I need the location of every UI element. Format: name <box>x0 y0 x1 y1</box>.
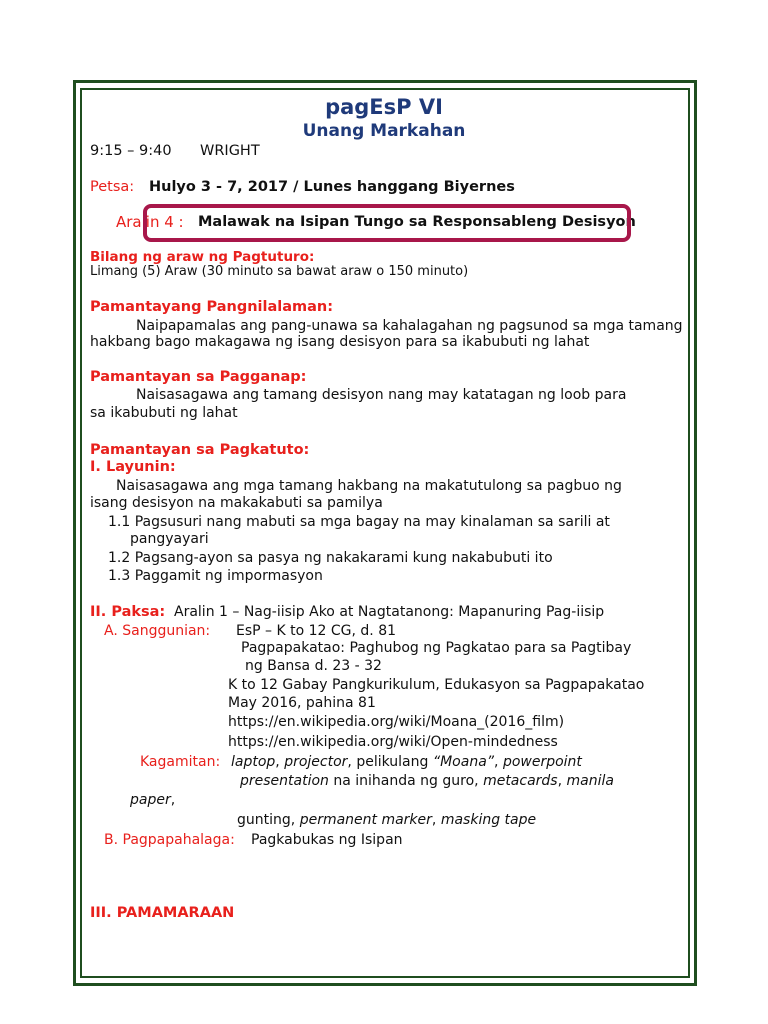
kagamitan-projector: projector <box>284 754 348 770</box>
pagkatuto-heading: Pamantayan sa Pagkatuto: <box>90 442 310 458</box>
layunin-line-2: isang desisyon na makakabuti sa pamilya <box>90 495 383 511</box>
pagganap-heading: Pamantayan sa Pagganap: <box>90 369 307 385</box>
pamamaraan-heading: III. PAMAMARAAN <box>90 905 235 921</box>
class-section: WRIGHT <box>200 143 260 159</box>
kagamitan-laptop: laptop <box>231 754 276 770</box>
layunin-item-1-1: 1.1 Pagsusuri nang mabuti sa mga bagay na may kinalaman sa sarili at <box>108 514 610 530</box>
kagamitan-manila: manila <box>566 773 614 789</box>
kagamitan-label: Kagamitan: <box>140 754 221 770</box>
sanggunian-line-4: K to 12 Gabay Pangkurikulum, Edukasyon sa Pagpapakatao <box>228 677 645 693</box>
layunin-item-1-1-cont: pangyayari <box>130 531 209 547</box>
kagamitan-pelikulang: pelikulang <box>356 754 429 770</box>
kagamitan-powerpoint: powerpoint <box>502 754 582 770</box>
petsa-value: Hulyo 3 - 7, 2017 / Lunes hanggang Biyernes <box>149 179 515 195</box>
kagamitan-line-2: presentation na inihanda ng guro, metacards, manila <box>240 773 614 789</box>
kagamitan-line-3: paper, <box>130 792 176 808</box>
sanggunian-line-3: ng Bansa d. 23 - 32 <box>245 658 382 674</box>
pangnilalaman-heading: Pamantayang Pangnilalaman: <box>90 299 334 315</box>
aralin-title: Malawak na Isipan Tungo sa Responsableng Desisyon <box>198 214 636 230</box>
sanggunian-link-moana: https://en.wikipedia.org/wiki/Moana_(2016_film) <box>228 714 565 730</box>
page-title: pagEsP VI <box>325 95 443 119</box>
kagamitan-moana: “Moana” <box>432 754 495 770</box>
pangnilalaman-line-2: hakbang bago makagawa ng isang desisyon para sa ikabubuti ng lahat <box>90 334 590 350</box>
layunin-item-1-3: 1.3 Paggamit ng impormasyon <box>108 568 323 584</box>
sanggunian-line-5: May 2016, pahina 81 <box>228 695 376 711</box>
bilang-text: Limang (5) Araw (30 minuto sa bawat araw o 150 minuto) <box>90 264 469 279</box>
kagamitan-presentation: presentation <box>240 773 329 789</box>
kagamitan-line-4: gunting, permanent marker, masking tape <box>237 812 537 828</box>
petsa-label: Petsa: <box>90 179 135 195</box>
sanggunian-line-2: Pagpapakatao: Paghubog ng Pagkatao para sa Pagtibay <box>241 640 632 656</box>
layunin-item-1-2: 1.2 Pagsang-ayon sa pasya ng nakakarami kung nakabubuti ito <box>108 550 553 566</box>
kagamitan-metacards: metacards <box>483 773 558 789</box>
pagganap-line-2: sa ikabubuti ng lahat <box>90 405 238 421</box>
layunin-heading: I. Layunin: <box>90 459 176 475</box>
kagamitan-masking-tape: masking tape <box>440 812 537 828</box>
bilang-heading: Bilang ng araw ng Pagtuturo: <box>90 249 315 265</box>
class-time: 9:15 – 9:40 <box>90 143 172 159</box>
sanggunian-label: A. Sanggunian: <box>104 623 211 639</box>
kagamitan-paper: paper <box>130 792 171 808</box>
pagpapahalaga-label: B. Pagpapahalaga: <box>104 832 235 848</box>
paksa-label: II. Paksa: <box>90 604 166 620</box>
aralin-label: Aralin 4 : <box>116 213 184 231</box>
aralin-highlight-box <box>143 204 631 242</box>
pangnilalaman-line-1: Naipapamalas ang pang-unawa sa kahalagahan ng pagsunod sa mga tamang <box>136 318 683 334</box>
pagpapahalaga-value: Pagkabukas ng Isipan <box>251 832 403 848</box>
kagamitan-gunting: gunting, <box>237 812 296 828</box>
paksa-value: Aralin 1 – Nag-iisip Ako at Nagtatanong: Mapanuring Pag-iisip <box>174 604 605 620</box>
pagganap-line-1: Naisasagawa ang tamang desisyon nang may katatagan ng loob para <box>136 387 627 403</box>
sanggunian-link-open-mindedness: https://en.wikipedia.org/wiki/Open-mindedness <box>228 734 558 750</box>
sanggunian-line-1: EsP – K to 12 CG, d. 81 <box>236 623 397 639</box>
kagamitan-line-1: laptop, projector, pelikulang “Moana”, powerpoint <box>231 754 582 770</box>
kagamitan-permanent-marker: permanent marker <box>299 812 432 828</box>
page-subtitle: Unang Markahan <box>302 121 466 141</box>
layunin-line-1: Naisasagawa ang mga tamang hakbang na makatutulong sa pagbuo ng <box>116 478 622 494</box>
kagamitan-inihanda: na inihanda ng guro, <box>333 773 479 789</box>
